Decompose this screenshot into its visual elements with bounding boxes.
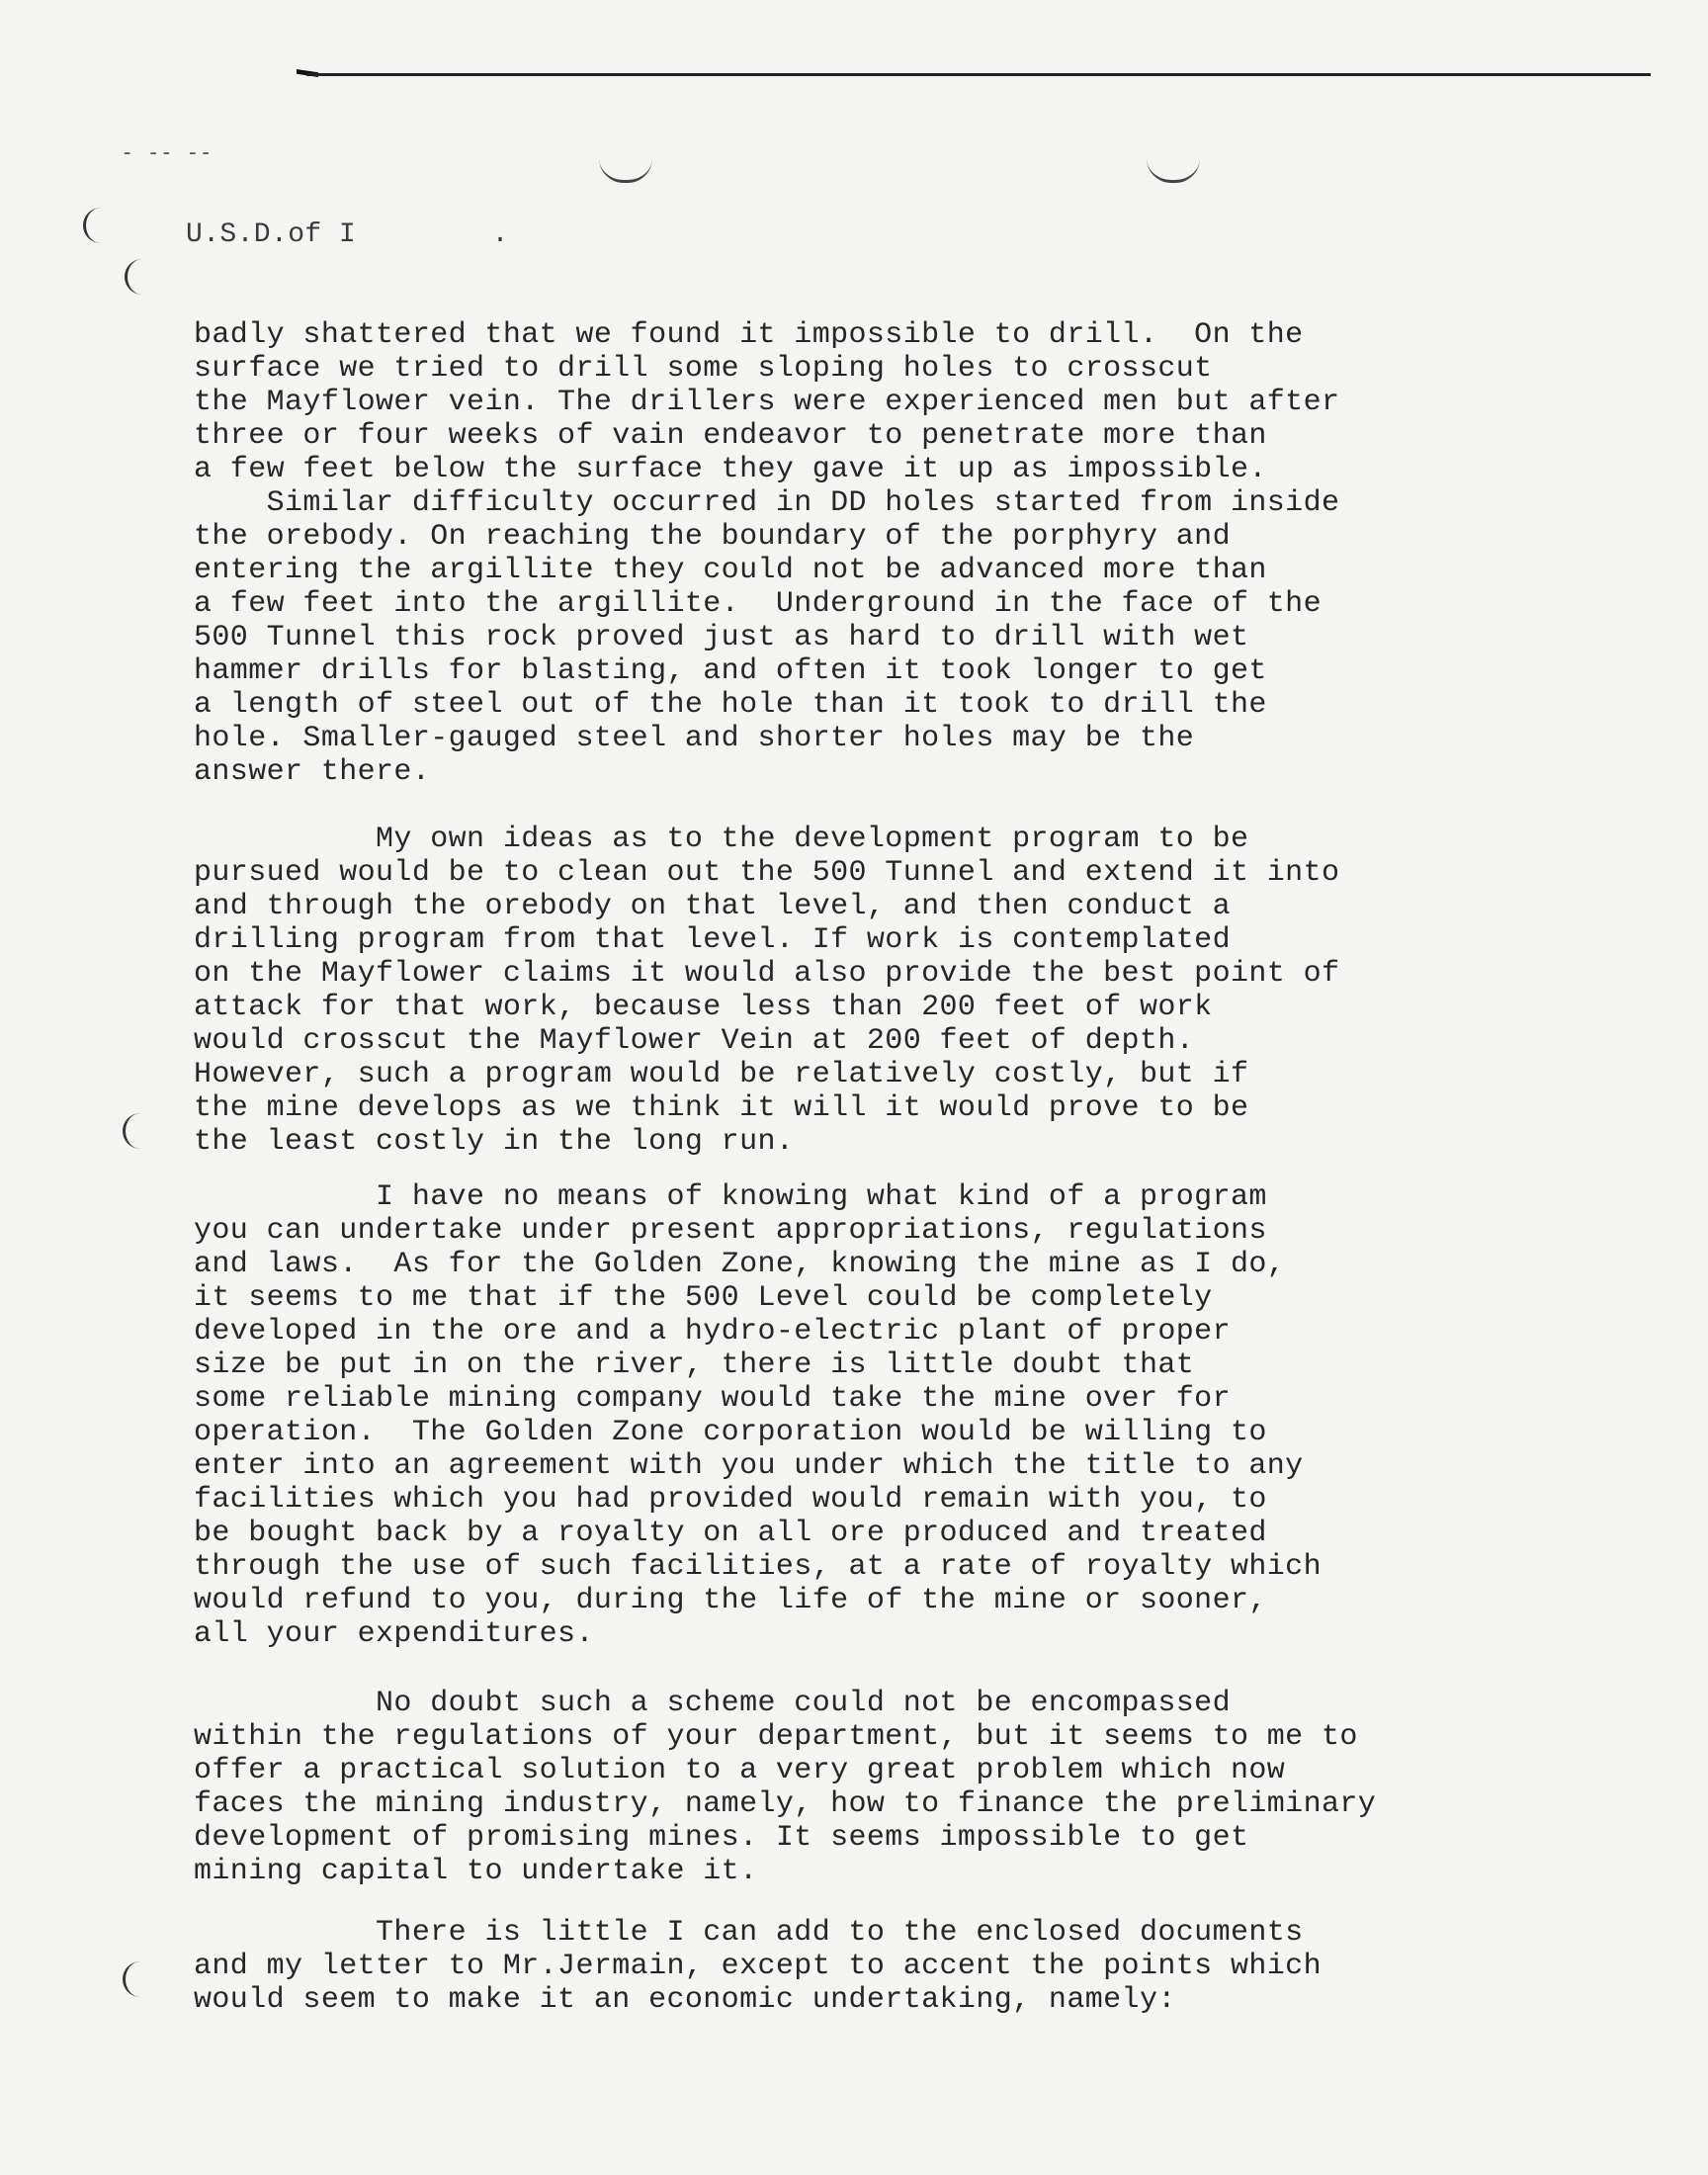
text-line: some reliable mining company would take the mine over for <box>194 1382 1231 1416</box>
punch-hole-mark <box>83 208 112 243</box>
text-line: within the regulations of your department, but it seems to me to <box>194 1720 1358 1754</box>
recipient-header <box>186 219 509 250</box>
text-line: hole. Smaller-gauged steel and shorter holes may be the <box>194 722 1195 755</box>
punch-hole-mark <box>123 1113 151 1149</box>
text-line: a few feet into the argillite. Underground in the face of the <box>194 587 1322 621</box>
text-line: and my letter to Mr.Jermain, except to accent the points which <box>194 1950 1322 1983</box>
text-line: I have no means of knowing what kind of a program <box>194 1180 1267 1214</box>
text-line: mining capital to undertake it. <box>194 1855 758 1888</box>
text-line: badly shattered that we found it impossible to drill. On the <box>194 318 1304 352</box>
text-line: answer there. <box>194 755 431 789</box>
text-line: faces the mining industry, namely, how to finance the preliminary <box>194 1787 1377 1821</box>
text-line: and laws. As for the Golden Zone, knowing the mine as I do, <box>194 1248 1286 1281</box>
text-line: the mine develops as we think it will it would prove to be <box>194 1091 1249 1125</box>
text-line: you can undertake under present appropriations, regulations <box>194 1214 1267 1248</box>
text-line: size be put in on the river, there is little doubt that <box>194 1348 1195 1382</box>
punch-hole-mark <box>123 1961 151 1997</box>
text-line: 500 Tunnel this rock proved just as hard to drill with wet <box>194 621 1249 654</box>
text-line: would seem to make it an economic undertaking, namely: <box>194 1983 1176 2017</box>
text-line: the orebody. On reaching the boundary of the porphyry and <box>194 520 1231 554</box>
text-line: offer a practical solution to a very great problem which now <box>194 1754 1286 1787</box>
text-line: be bought back by a royalty on all ore produced and treated <box>194 1517 1267 1550</box>
text-line: a few feet below the surface they gave it up as impossible. <box>194 453 1267 486</box>
text-line: entering the argillite they could not be advanced more than <box>194 554 1267 587</box>
text-line: My own ideas as to the development program to be <box>194 823 1249 856</box>
text-line: development of promising mines. It seems impossible to get <box>194 1821 1249 1855</box>
text-line: would refund to you, during the life of the mine or sooner, <box>194 1584 1267 1617</box>
punch-hole-mark <box>599 158 652 183</box>
text-line: it seems to me that if the 500 Level could be completely <box>194 1281 1213 1315</box>
text-line: There is little I can add to the enclosed documents <box>194 1916 1304 1950</box>
text-line: the Mayflower vein. The drillers were experienced men but after <box>194 386 1340 419</box>
text-line: on the Mayflower claims it would also provide the best point of <box>194 957 1340 991</box>
margin-mark: - -- -- <box>121 140 213 165</box>
recipient-text: U.S.D.of I <box>186 219 357 250</box>
text-line: a length of steel out of the hole than it took to drill the <box>194 688 1267 722</box>
text-line: attack for that work, because less than 200 feet of work <box>194 991 1213 1024</box>
text-line: three or four weeks of vain endeavor to penetrate more than <box>194 419 1267 453</box>
text-line: and through the orebody on that level, and then conduct a <box>194 890 1231 923</box>
punch-hole-mark <box>125 259 153 295</box>
top-horizontal-rule <box>306 73 1651 76</box>
text-line: facilities which you had provided would remain with you, to <box>194 1483 1267 1517</box>
text-line: all your expenditures. <box>194 1617 594 1651</box>
text-line: hammer drills for blasting, and often it took longer to get <box>194 654 1267 688</box>
text-line: Similar difficulty occurred in DD holes started from inside <box>194 486 1340 520</box>
text-line: However, such a program would be relatively costly, but if <box>194 1058 1249 1091</box>
text-line: through the use of such facilities, at a rate of royalty which <box>194 1550 1322 1584</box>
text-line: operation. The Golden Zone corporation would be willing to <box>194 1416 1267 1449</box>
text-line: No doubt such a scheme could not be encompassed <box>194 1687 1231 1720</box>
text-line: enter into an agreement with you under which the title to any <box>194 1449 1304 1483</box>
text-line: developed in the ore and a hydro-electric plant of proper <box>194 1315 1231 1348</box>
text-line: drilling program from that level. If work is contemplated <box>194 923 1231 957</box>
text-line: pursued would be to clean out the 500 Tunnel and extend it into <box>194 856 1340 890</box>
text-line: surface we tried to drill some sloping holes to crosscut <box>194 352 1213 386</box>
header-bullet: . <box>491 219 509 250</box>
text-line: the least costly in the long run. <box>194 1125 795 1159</box>
text-line: would crosscut the Mayflower Vein at 200 feet of depth. <box>194 1024 1195 1058</box>
punch-hole-mark <box>1147 158 1200 183</box>
